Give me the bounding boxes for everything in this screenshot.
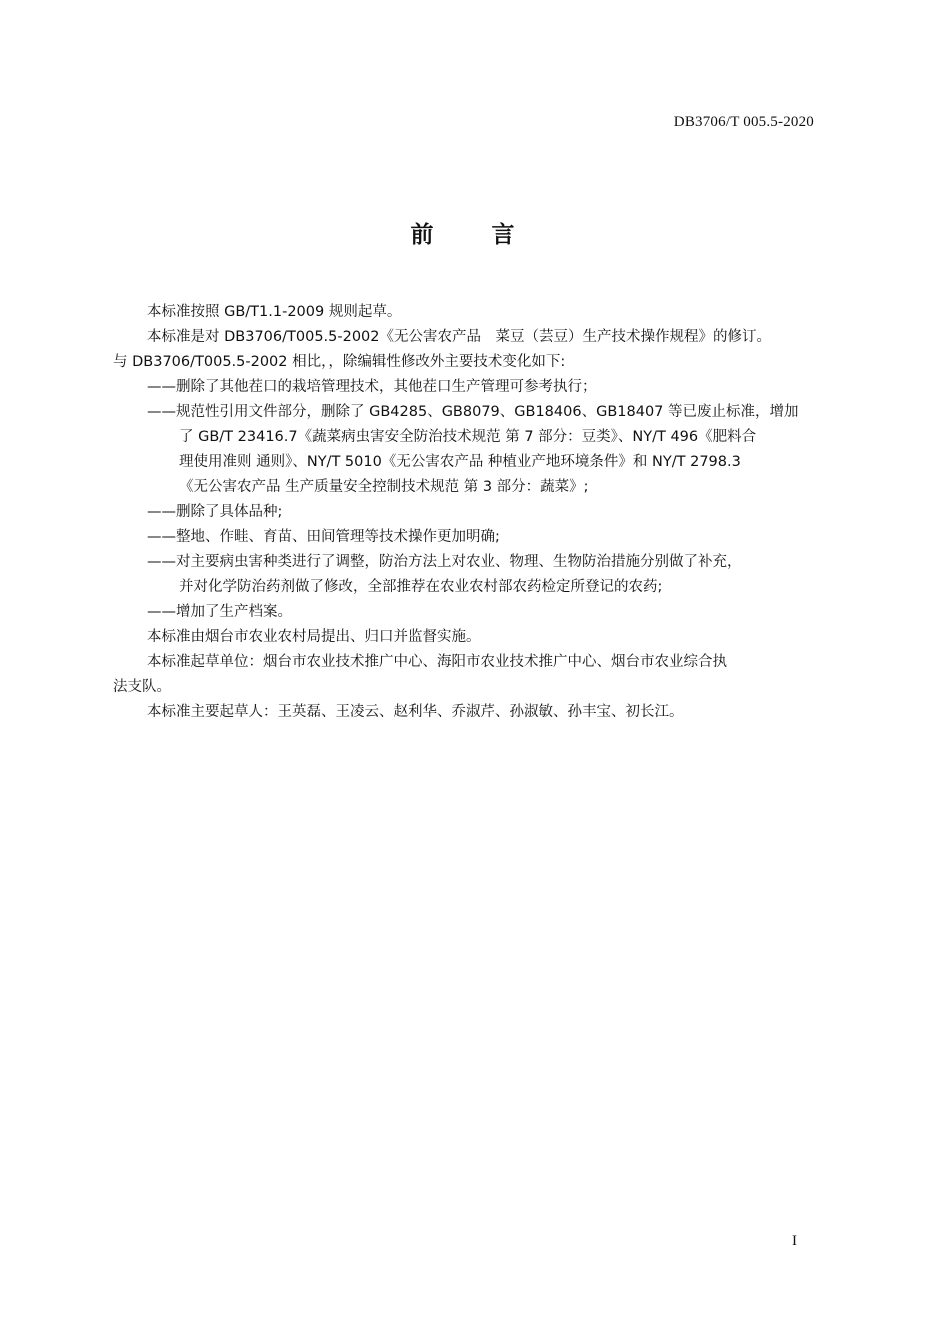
change-item-2-line4: 《无公害农产品 生产质量安全控制技术规范 第 3 部分：蔬菜》; [179,479,589,495]
foreword-body [113,300,839,725]
change-item-5-line2: 并对化学防治药剂做了修改，全部推荐在农业农村部农药检定所登记的农药; [179,579,663,595]
change-item-6: ——增加了生产档案。 [147,604,292,620]
paragraph-drafting-units-line2: 法支队。 [113,679,171,695]
change-item-4: ——整地、作畦、育苗、田间管理等技术操作更加明确; [147,529,500,545]
page-title: 前言 [410,222,573,248]
paragraph-drafting-rule: 本标准按照 GB/T1.1-2009 规则起草。 [147,304,402,320]
paragraph-drafting-units-line1: 本标准起草单位：烟台市农业技术推广中心、海阳市农业技术推广中心、烟台市农业综合执 [147,654,727,670]
paragraph-revision-line1: 本标准是对 DB3706/T005.5-2002《无公害农产品 菜豆（芸豆）生产技术操作规程》的修订。 [147,329,772,345]
page-number: I [792,1233,797,1249]
standard-code: DB3706/T 005.5-2020 [673,114,814,130]
paragraph-proposer: 本标准由烟台市农业农村局提出、归口并监督实施。 [147,629,481,645]
change-item-5-line1: ——对主要病虫害种类进行了调整，防治方法上对农业、物理、生物防治措施分别做了补充， [147,554,742,570]
change-item-2-line3: 理使用准则 通则》、NY/T 5010《无公害农产品 种植业产地环境条件》和 NY/T 2798.3 [179,454,741,470]
paragraph-drafters: 本标准主要起草人：王英磊、王凌云、赵利华、乔淑芹、孙淑敏、孙丰宝、初长江。 [147,704,684,720]
change-item-3: ——删除了具体品种; [147,504,283,520]
change-item-1: ——删除了其他茬口的栽培管理技术，其他茬口生产管理可参考执行； [147,379,597,395]
change-item-2-line1: ——规范性引用文件部分，删除了 GB4285、GB8079、GB18406、GB18407 等已废止标准，增加 [147,404,799,420]
change-item-2-line2: 了 GB/T 23416.7《蔬菜病虫害安全防治技术规范 第 7 部分：豆类》、NY/T 496《肥料合 [179,429,757,445]
paragraph-revision-line2: 与 DB3706/T005.5-2002 相比，，除编辑性修改外主要技术变化如下: [113,354,566,370]
